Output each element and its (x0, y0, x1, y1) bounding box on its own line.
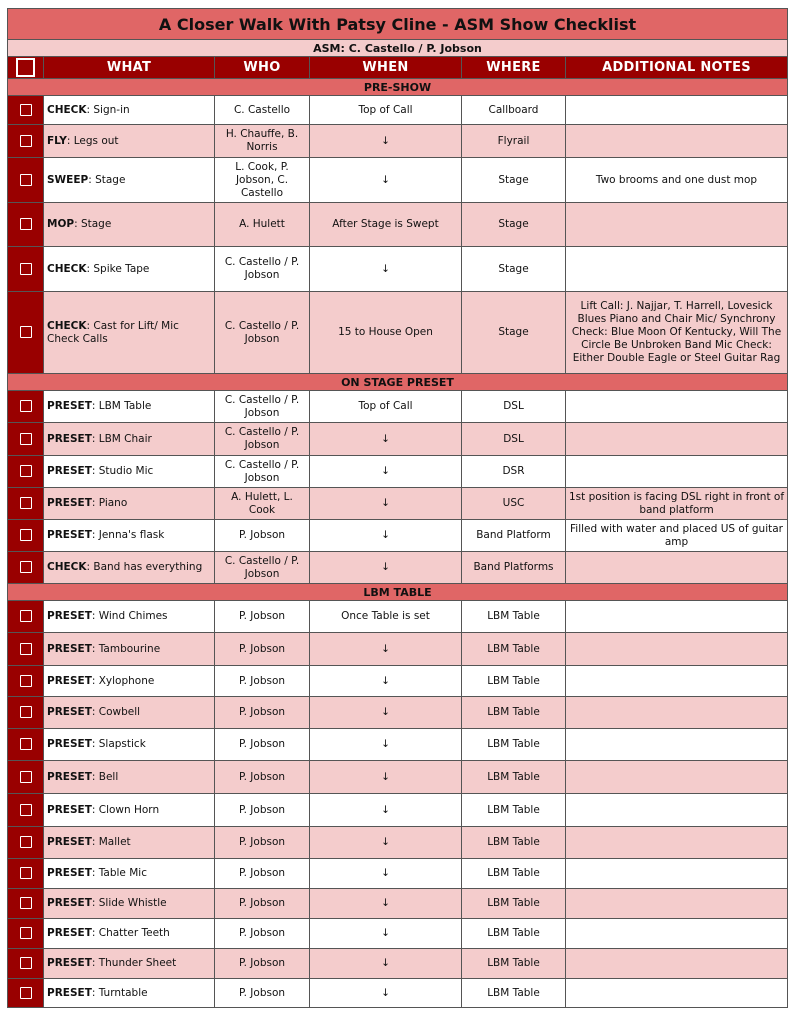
who-cell: C. Castello / P. Jobson (215, 391, 310, 423)
row-checkbox[interactable] (8, 949, 44, 979)
where-cell: LBM Table (462, 827, 566, 859)
who-cell: P. Jobson (215, 697, 310, 729)
notes-cell: Two brooms and one dust mop (566, 158, 788, 203)
row-checkbox[interactable] (8, 666, 44, 697)
what-cell (44, 666, 215, 697)
notes-cell (566, 125, 788, 158)
action-verb: PRESET (47, 706, 92, 718)
what-cell (44, 125, 215, 158)
who-cell: P. Jobson (215, 601, 310, 633)
action-verb: PRESET (47, 867, 92, 879)
when-cell: ↓ (310, 827, 462, 859)
notes-cell (566, 919, 788, 949)
checklist-row (8, 158, 788, 203)
action-verb: CHECK (47, 103, 87, 116)
when-cell: ↓ (310, 520, 462, 552)
who-cell: A. Hulett, L. Cook (215, 488, 310, 520)
checklist-row (8, 391, 788, 423)
action-verb: PRESET (47, 465, 92, 477)
when-cell: ↓ (310, 979, 462, 1008)
item-text: : Slide Whistle (91, 897, 167, 909)
checklist-row (8, 552, 788, 584)
notes-cell (566, 859, 788, 889)
row-checkbox[interactable] (8, 203, 44, 247)
action-verb: PRESET (47, 957, 92, 969)
section-header (8, 584, 788, 601)
section-header (8, 374, 788, 391)
when-cell: ↓ (310, 423, 462, 456)
checklist-row (8, 761, 788, 794)
where-cell: USC (462, 488, 566, 520)
where-cell: Band Platform (462, 520, 566, 552)
checkbox-icon (20, 561, 32, 573)
checklist-row (8, 247, 788, 292)
when-cell: ↓ (310, 666, 462, 697)
checklist-row (8, 889, 788, 919)
item-text: : Slapstick (91, 738, 146, 750)
asm-line: ASM: C. Castello / P. Jobson (8, 40, 788, 57)
item-text: : Thunder Sheet (91, 957, 177, 969)
what-cell (44, 96, 215, 125)
row-checkbox[interactable] (8, 391, 44, 423)
checklist-row (8, 203, 788, 247)
action-verb: PRESET (47, 529, 92, 541)
when-cell: ↓ (310, 697, 462, 729)
item-text: : Bell (91, 770, 119, 783)
checkbox-icon (20, 135, 32, 147)
what-cell (44, 158, 215, 203)
action-verb: PRESET (47, 770, 92, 783)
notes-cell: Filled with water and placed US of guitar amp (566, 520, 788, 552)
checkbox-icon (20, 738, 32, 750)
where-cell: DSL (462, 391, 566, 423)
row-checkbox[interactable] (8, 729, 44, 761)
checklist-sheet (7, 8, 787, 1008)
action-verb: PRESET (47, 836, 92, 848)
item-text: : Xylophone (91, 674, 155, 687)
when-cell: ↓ (310, 125, 462, 158)
where-cell: LBM Table (462, 859, 566, 889)
checkbox-icon (20, 497, 32, 509)
where-cell: LBM Table (462, 919, 566, 949)
when-cell: Once Table is set (310, 601, 462, 633)
what-cell (44, 391, 215, 423)
notes-cell (566, 247, 788, 292)
when-cell: ↓ (310, 158, 462, 203)
checkbox-icon (20, 957, 32, 969)
checkbox-icon (20, 174, 32, 186)
item-text: : Cast for Lift/ Mic Check Calls (47, 319, 179, 345)
where-cell: Stage (462, 247, 566, 292)
what-cell (44, 601, 215, 633)
column-header-notes: ADDITIONAL NOTES (566, 57, 788, 79)
row-checkbox[interactable] (8, 633, 44, 666)
section-title: LBM TABLE (8, 584, 788, 601)
action-verb: PRESET (47, 986, 92, 999)
where-cell: Stage (462, 292, 566, 374)
row-checkbox[interactable] (8, 697, 44, 729)
who-cell: P. Jobson (215, 729, 310, 761)
what-cell (44, 423, 215, 456)
notes-cell (566, 949, 788, 979)
when-cell: ↓ (310, 488, 462, 520)
where-cell: Stage (462, 203, 566, 247)
what-cell (44, 919, 215, 949)
section-title: PRE-SHOW (8, 79, 788, 96)
item-text: : Clown Horn (91, 803, 160, 816)
item-text: : Piano (91, 497, 128, 509)
item-text: : Tambourine (91, 642, 161, 655)
who-cell: P. Jobson (215, 827, 310, 859)
what-cell (44, 488, 215, 520)
checkbox-icon (20, 529, 32, 541)
what-cell (44, 859, 215, 889)
item-text: : Spike Tape (86, 262, 150, 275)
when-cell: ↓ (310, 794, 462, 827)
section-header (8, 79, 788, 96)
notes-cell (566, 794, 788, 827)
who-cell: P. Jobson (215, 949, 310, 979)
checklist-row (8, 859, 788, 889)
action-verb: PRESET (47, 927, 92, 939)
when-cell: ↓ (310, 552, 462, 584)
action-verb: PRESET (47, 738, 92, 750)
checkbox-icon (20, 771, 32, 783)
who-cell: P. Jobson (215, 794, 310, 827)
who-cell: P. Jobson (215, 761, 310, 794)
item-text: : Cowbell (91, 706, 141, 718)
checklist-row (8, 949, 788, 979)
checklist-row (8, 520, 788, 552)
who-cell: P. Jobson (215, 919, 310, 949)
checklist-row (8, 125, 788, 158)
action-verb: CHECK (47, 561, 87, 573)
item-text: : Chatter Teeth (91, 927, 170, 939)
row-checkbox[interactable] (8, 552, 44, 584)
item-text: : Jenna's flask (91, 529, 165, 541)
row-checkbox[interactable] (8, 247, 44, 292)
checkbox-icon (20, 643, 32, 655)
when-cell: Top of Call (310, 96, 462, 125)
who-cell: C. Castello / P. Jobson (215, 292, 310, 374)
notes-cell (566, 96, 788, 125)
row-checkbox[interactable] (8, 827, 44, 859)
who-cell: C. Castello / P. Jobson (215, 247, 310, 292)
where-cell: DSL (462, 423, 566, 456)
where-cell: LBM Table (462, 666, 566, 697)
item-text: : LBM Table (91, 400, 152, 412)
notes-cell (566, 827, 788, 859)
who-cell: C. Castello / P. Jobson (215, 456, 310, 488)
who-cell: C. Castello / P. Jobson (215, 423, 310, 456)
checkbox-icon (20, 706, 32, 718)
where-cell: LBM Table (462, 729, 566, 761)
where-cell: Stage (462, 158, 566, 203)
notes-cell: 1st position is facing DSL right in front of band platform (566, 488, 788, 520)
checkbox-icon (20, 927, 32, 939)
action-verb: PRESET (47, 897, 92, 909)
who-cell: P. Jobson (215, 633, 310, 666)
item-text: : Studio Mic (91, 465, 154, 477)
action-verb: FLY (47, 134, 67, 147)
when-cell: ↓ (310, 633, 462, 666)
where-cell: DSR (462, 456, 566, 488)
when-cell: ↓ (310, 247, 462, 292)
when-cell: ↓ (310, 889, 462, 919)
notes-cell (566, 633, 788, 666)
column-header-what: WHAT (44, 57, 215, 79)
checkbox-icon (16, 58, 35, 77)
checklist-row (8, 919, 788, 949)
action-verb: PRESET (47, 610, 92, 622)
checkbox-icon (20, 263, 32, 275)
checklist-row (8, 729, 788, 761)
notes-cell (566, 423, 788, 456)
row-checkbox[interactable] (8, 859, 44, 889)
checklist-row (8, 488, 788, 520)
row-checkbox[interactable] (8, 919, 44, 949)
when-cell: ↓ (310, 859, 462, 889)
what-cell (44, 552, 215, 584)
checkbox-icon (20, 400, 32, 412)
action-verb: PRESET (47, 400, 92, 412)
who-cell: P. Jobson (215, 889, 310, 919)
when-cell: ↓ (310, 456, 462, 488)
column-header-who: WHO (215, 57, 310, 79)
action-verb: CHECK (47, 262, 87, 275)
row-checkbox[interactable] (8, 889, 44, 919)
column-header-where: WHERE (462, 57, 566, 79)
when-cell: 15 to House Open (310, 292, 462, 374)
when-cell: ↓ (310, 729, 462, 761)
action-verb: MOP (47, 218, 75, 230)
row-checkbox[interactable] (8, 158, 44, 203)
where-cell: LBM Table (462, 697, 566, 729)
checkbox-icon (20, 836, 32, 848)
item-text: : Stage (88, 173, 126, 186)
notes-cell (566, 697, 788, 729)
checkbox-icon (20, 897, 32, 909)
notes-cell (566, 456, 788, 488)
what-cell (44, 520, 215, 552)
who-cell: C. Castello / P. Jobson (215, 552, 310, 584)
item-text: : Sign-in (86, 103, 130, 116)
checklist-row (8, 292, 788, 374)
checklist-row (8, 827, 788, 859)
who-cell: L. Cook, P. Jobson, C. Castello (215, 158, 310, 203)
checklist-row (8, 601, 788, 633)
item-text: : Turntable (91, 986, 148, 999)
checkbox-icon (20, 326, 32, 338)
notes-cell: Lift Call: J. Najjar, T. Harrell, Lovesick Blues Piano and Chair Mic/ Synchrony Check: Blue Moon Of Kentucky, Will The Circle Be Unbroken Band Mic Check: Either Double Eagle or Steel Guitar Rag (566, 292, 788, 374)
checkbox-icon (20, 987, 32, 999)
page-title: A Closer Walk With Patsy Cline - ASM Show Checklist (8, 9, 788, 40)
what-cell (44, 827, 215, 859)
item-text: : Wind Chimes (91, 610, 168, 622)
item-text: : LBM Chair (91, 432, 152, 445)
where-cell: LBM Table (462, 761, 566, 794)
when-cell: ↓ (310, 949, 462, 979)
where-cell: LBM Table (462, 794, 566, 827)
row-checkbox[interactable] (8, 125, 44, 158)
where-cell: LBM Table (462, 889, 566, 919)
row-checkbox[interactable] (8, 520, 44, 552)
checklist-row (8, 697, 788, 729)
checklist-body (8, 79, 788, 1008)
row-checkbox[interactable] (8, 423, 44, 456)
what-cell (44, 729, 215, 761)
item-text: : Legs out (66, 134, 119, 147)
what-cell (44, 633, 215, 666)
select-all-checkbox[interactable] (8, 57, 44, 79)
who-cell: P. Jobson (215, 666, 310, 697)
item-text: : Band has everything (86, 561, 203, 573)
notes-cell (566, 601, 788, 633)
where-cell: Callboard (462, 96, 566, 125)
checklist-row (8, 96, 788, 125)
checklist-table (7, 8, 788, 1008)
column-header-when: WHEN (310, 57, 462, 79)
what-cell (44, 794, 215, 827)
notes-cell (566, 761, 788, 794)
where-cell: Band Platforms (462, 552, 566, 584)
who-cell: P. Jobson (215, 520, 310, 552)
what-cell (44, 979, 215, 1008)
what-cell (44, 292, 215, 374)
who-cell: A. Hulett (215, 203, 310, 247)
item-text: : Stage (74, 218, 112, 230)
row-checkbox[interactable] (8, 456, 44, 488)
checkbox-icon (20, 104, 32, 116)
what-cell (44, 203, 215, 247)
notes-cell (566, 552, 788, 584)
checklist-row (8, 456, 788, 488)
who-cell: H. Chauffe, B. Norris (215, 125, 310, 158)
notes-cell (566, 979, 788, 1008)
when-cell: After Stage is Swept (310, 203, 462, 247)
what-cell (44, 247, 215, 292)
row-checkbox[interactable] (8, 96, 44, 125)
checkbox-icon (20, 610, 32, 622)
action-verb: PRESET (47, 642, 92, 655)
when-cell: Top of Call (310, 391, 462, 423)
what-cell (44, 889, 215, 919)
notes-cell (566, 203, 788, 247)
checkbox-icon (20, 804, 32, 816)
where-cell: Flyrail (462, 125, 566, 158)
when-cell: ↓ (310, 919, 462, 949)
checklist-row (8, 633, 788, 666)
action-verb: PRESET (47, 497, 92, 509)
row-checkbox[interactable] (8, 979, 44, 1008)
action-verb: PRESET (47, 803, 92, 816)
checklist-row (8, 666, 788, 697)
checkbox-icon (20, 867, 32, 879)
row-checkbox[interactable] (8, 761, 44, 794)
checkbox-icon (20, 218, 32, 230)
notes-cell (566, 666, 788, 697)
what-cell (44, 761, 215, 794)
where-cell: LBM Table (462, 601, 566, 633)
what-cell (44, 949, 215, 979)
item-text: : Mallet (91, 836, 131, 848)
where-cell: LBM Table (462, 949, 566, 979)
when-cell: ↓ (310, 761, 462, 794)
action-verb: PRESET (47, 674, 92, 687)
checklist-row (8, 979, 788, 1008)
notes-cell (566, 889, 788, 919)
who-cell: P. Jobson (215, 979, 310, 1008)
checklist-row (8, 794, 788, 827)
who-cell: P. Jobson (215, 859, 310, 889)
column-header-row (8, 57, 788, 79)
checklist-row (8, 423, 788, 456)
section-title: ON STAGE PRESET (8, 374, 788, 391)
who-cell: C. Castello (215, 96, 310, 125)
where-cell: LBM Table (462, 979, 566, 1008)
row-checkbox[interactable] (8, 292, 44, 374)
action-verb: CHECK (47, 319, 87, 332)
checkbox-icon (20, 433, 32, 445)
row-checkbox[interactable] (8, 794, 44, 827)
checkbox-icon (20, 465, 32, 477)
what-cell (44, 456, 215, 488)
action-verb: SWEEP (47, 173, 89, 186)
row-checkbox[interactable] (8, 601, 44, 633)
notes-cell (566, 391, 788, 423)
checkbox-icon (20, 675, 32, 687)
what-cell (44, 697, 215, 729)
row-checkbox[interactable] (8, 488, 44, 520)
where-cell: LBM Table (462, 633, 566, 666)
notes-cell (566, 729, 788, 761)
action-verb: PRESET (47, 432, 92, 445)
item-text: : Table Mic (91, 867, 147, 879)
